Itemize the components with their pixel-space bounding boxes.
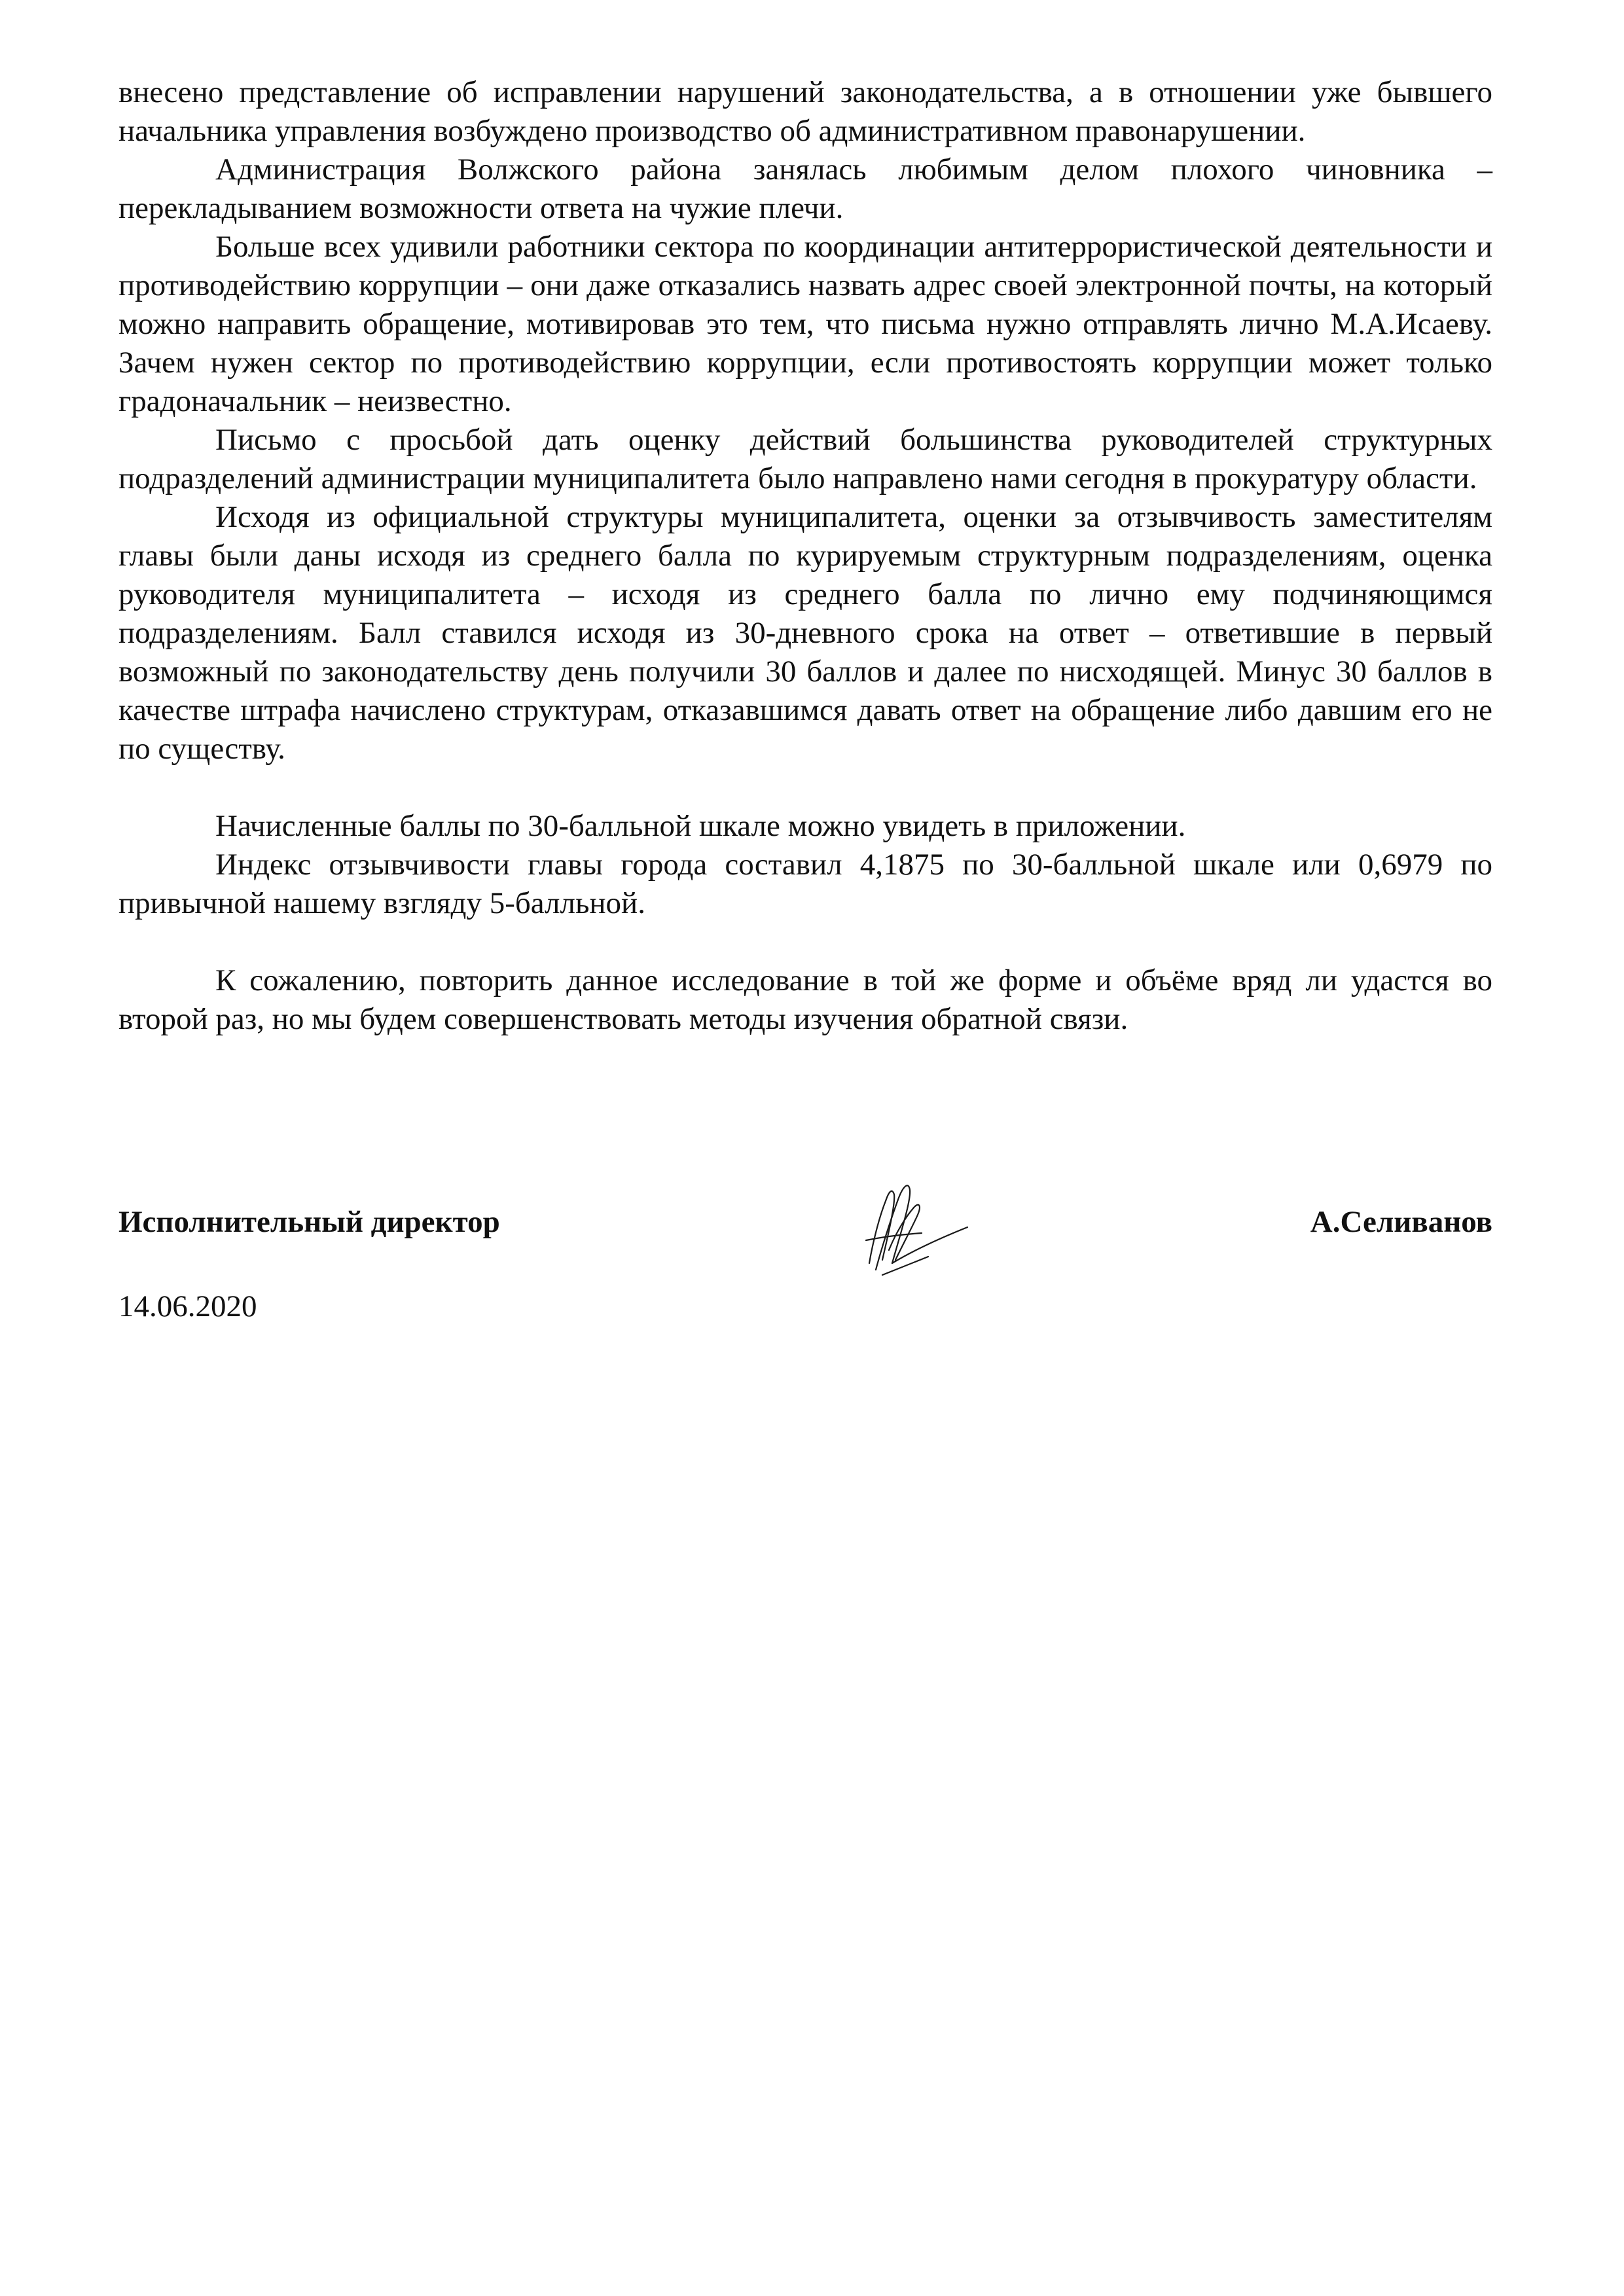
paragraph-prosecutor-letter: Письмо с просьбой дать оценку действий большинства руководителей структурных подразделений администрации муниципалитета было направлено нами сегодня в прокуратуру области. [118, 423, 1492, 495]
signatory-name: А.Селиванов [1310, 1205, 1492, 1239]
signature-row [118, 1203, 1492, 1255]
paragraph-scores-appendix: Начисленные баллы по 30-балльной шкале можно увидеть в приложении. [215, 809, 1186, 843]
paragraph-gap [118, 923, 1492, 961]
signatory-title: Исполнительный директор [118, 1205, 500, 1239]
paragraph-responsiveness-index: Индекс отзывчивости главы города составил 4,1875 по 30-балльной шкале или 0,6979 по привычной нашему взгляду 5-балльной. [118, 848, 1492, 920]
paragraph-continuation: внесено представление об исправлении нарушений законодательства, а в отношении уже бывшего начальника управления возбуждено производство об административном правонарушении. [118, 75, 1492, 148]
letter-date: 14.06.2020 [118, 1289, 257, 1323]
paragraph-volzhsky-district: Администрация Волжского района занялась любимым делом плохого чиновника – перекладыванием возможности ответа на чужие плечи. [118, 152, 1492, 225]
paragraph-gap [118, 768, 1492, 807]
handwritten-signature-icon [856, 1172, 974, 1283]
paragraph-anticorruption-sector: Больше всех удивили работники сектора по координации антитеррористической деятельности и противодействию коррупции – они даже отказались назвать адрес своей электронной почты, на который можно направить обращение, мотивировав это тем, что письма нужно отправлять лично М.А.Исаеву. Зачем нужен сектор по противодействию коррупции, если противостоять коррупции может только градоначальник – неизвестно. [118, 230, 1492, 418]
paragraph-methodology: Исходя из официальной структуры муниципалитета, оценки за отзывчивость заместителям главы были даны исходя из среднего балла по курируемым структурным подразделениям, оценка руководителя муниципалитета – исходя из среднего балла по лично ему подчиняющимся подразделениям. Балл ставился исходя из 30-дневного срока на ответ – ответившие в первый возможный по законодательству день получили 30 баллов и далее по нисходящей. Минус 30 баллов в качестве штрафа начислено структурам, отказавшимся давать ответ на обращение либо давшим его не по существу. [118, 500, 1492, 766]
paragraph-conclusion: К сожалению, повторить данное исследование в той же форме и объёме вряд ли удастся во второй раз, но мы будем совершенствовать методы изучения обратной связи. [118, 963, 1492, 1036]
letter-body [118, 73, 1492, 1039]
